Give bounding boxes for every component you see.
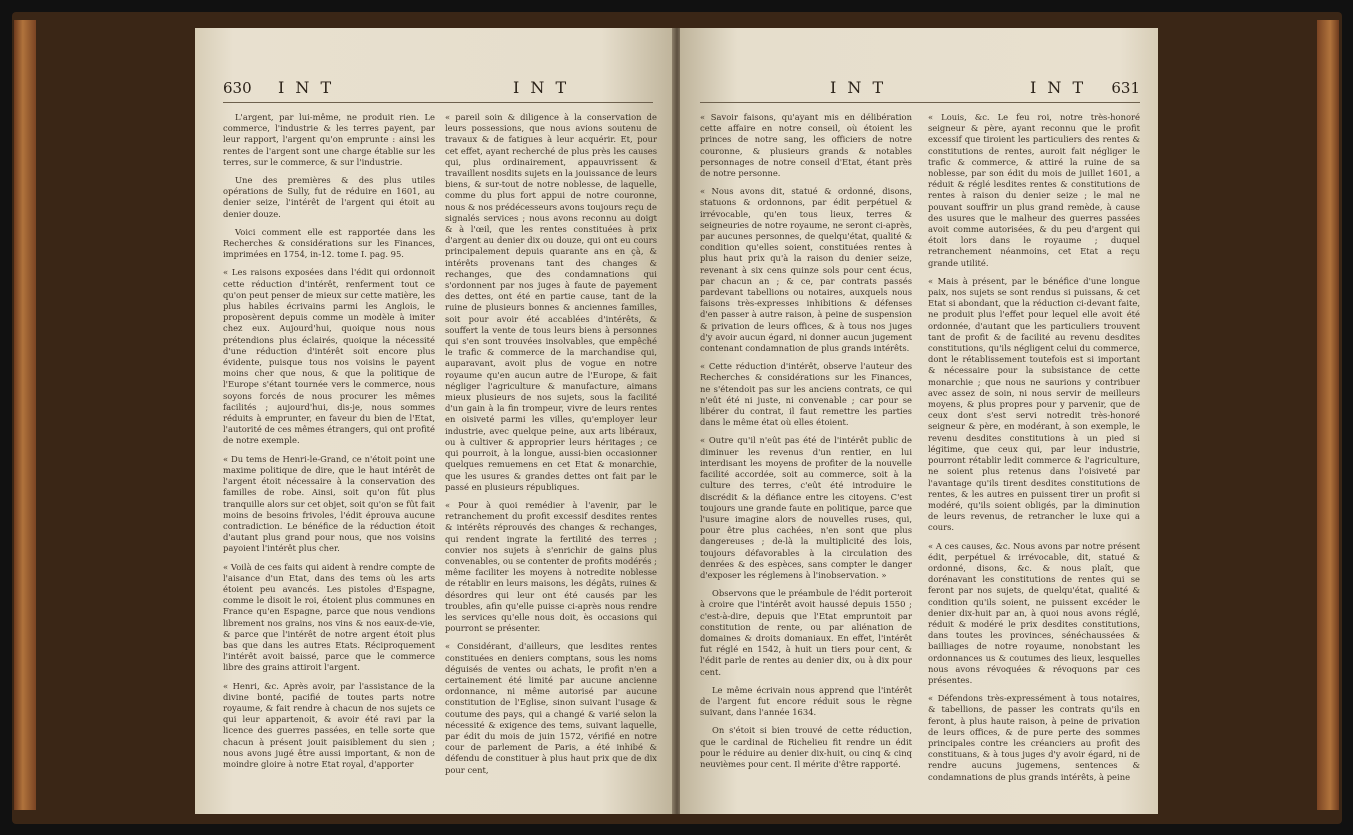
paragraph: « Savoir faisons, qu'ayant mis en délibération cette affaire en notre conseil, où étoient les princes de notre sang, les officiers de notre couronne, & plusieurs grands & notables personnages de notre conseil d'Etat, étant près de notre personne. bbox=[700, 112, 912, 179]
paragraph: « Défendons très-expressément à tous notaires, & tabellions, de passer les contrats qu'ils en feront, à plus haute raison, à peine de privation de leurs offices, & de pure perte des sommes principales contre les créanciers au profit des constituans, & à tous juges d'y avoir égard, ni de rendre aucuns jugemens, sentences & condamnations de plus grands intérêts, à peine bbox=[928, 693, 1140, 782]
paragraph: « Considérant, d'ailleurs, que lesdites rentes constituées en deniers comptans, sous les noms déguisés de ventes ou achats, le profit n'en a certainement été limité par aucune ancienne ordonnance, ni même autorisé par aucune constitution de l'Eglise, sinon suivant l'usage & coutume des pays, qui a changé & varié selon la nécessité & exigence des tems, suivant laquelle, par édit du mois de juin 1572, vérifié en notre cour de parlement de Paris, a été inhibé & défendu de constituer à plus haut prix que de dix pour cent, bbox=[445, 641, 657, 775]
paragraph: L'argent, par lui-même, ne produit rien. Le commerce, l'industrie & les terres payent, par leur rapport, l'argent qu'on emprunte : ainsi les rentes de l'argent sont une charge établie sur les terres, sur le commerce, & sur l'industrie. bbox=[223, 112, 435, 167]
paragraph: Une des premières & des plus utiles opérations de Sully, fut de réduire en 1601, au denier seize, l'intérêt de l'argent qui étoit au denier douze. bbox=[223, 175, 435, 219]
right-column-1 bbox=[700, 112, 912, 814]
paragraph: « Outre qu'il n'eût pas été de l'intérêt public de diminuer les revenus d'un rentier, en lui interdisant les moyens de profiter de la nouvelle facilité accordée, soit au commerce, soit à la culture des terres, c'eût été introduire le discrédit & la défiance entre les citoyens. C'est toujours une grande faute en politique, parce que l'usure imagine alors de nouvelles ruses, qui, pour être plus cachées, n'en sont que plus dangereuses ; de-là la multiplicité des lois, toujours défavorables à la circulation des denrées & des espèces, sans compter le danger d'exposer les réglemens à l'inobservation. » bbox=[700, 435, 912, 580]
left-running-header bbox=[223, 78, 643, 100]
right-page-number: 631 bbox=[1111, 79, 1140, 97]
paragraph: Voici comment elle est rapportée dans les Recherches & considérations sur les Finances, imprimées en 1754, in-12. tome I. pag. 95. bbox=[223, 226, 435, 260]
left-page bbox=[195, 28, 673, 814]
left-header-rule bbox=[223, 102, 653, 103]
page-edges-right bbox=[1317, 20, 1339, 810]
paragraph: « Louis, &c. Le feu roi, notre très-honoré seigneur & père, ayant reconnu que le profit excessif que tiroient les particuliers des rentes & constitutions de rentes, auroit fait négliger le trafic & commerce, & attiré la ruine de sa noblesse, par son édit du mois de juillet 1601, a réduit & réglé lesdites rentes & constitutions de rentes à raison du denier seize ; le mal ne pouvant souffrir un plus grand remède, à cause des usures que le malheur des guerres passées avoit comme autorisées, & du peu d'argent qui étoit lors dans le royaume ; duquel retranchement néanmoins, cet Etat a reçu grande utilité. bbox=[928, 112, 1140, 268]
paragraph: « pareil soin & diligence à la conservation de leurs possessions, que nous avions soutenu de travaux & de fatigues à leur acquérir. Et, pour cet effet, ayant recherché de plus près les causes qui, plus ordinairement, appauvrissent & travaillent nosdits sujets en la jouissance de leurs biens, & sur-tout de notre noblesse, de laquelle, comme du plus fort appui de notre couronne, nous & nos prédécesseurs avons toujours reçu de signalés services ; nous avons reconnu au doigt & à l'œil, que les rentes constituées à prix d'argent au denier dix ou douze, qui ont eu cours principalement depuis quarante ans en çà, & intérêts provenans tant des changes & rechanges, que des condamnations qui s'ordonnent par nos juges à faute de payement des dettes, ont été en partie cause, tant de la ruine de plusieurs bonnes & anciennes familles, soit pour avoir été accablées d'intérêts, & souffert la vente de tous leurs biens à personnes qui s'en sont trouvées insolvables, que empêché le trafic & commerce de la marchandise qui, auparavant, avoit plus de vogue en notre royaume qu'en aucun autre de l'Europe, & fait négliger l'agriculture & manufacture, aimans mieux plusieurs de nos sujets, sous la facilité d'un gain à la fin trompeur, vivre de leurs rentes en oisiveté parmi les villes, qu'employer leur industrie, avec quelque peine, aux arts libéraux, ou à cultiver & approprier leurs héritages ; ce qui pourroit, à la longue, aussi-bien occasionner quelques remuemens en cet Etat & monarchie, que les usures & grandes dettes ont fait par le passé en plusieurs républiques. bbox=[445, 112, 657, 492]
left-page-number: 630 bbox=[223, 79, 252, 97]
paragraph: « Cette réduction d'intérêt, observe l'auteur des Recherches & considérations sur les Finances, ne s'étendoit pas sur les anciens contrats, ce qui n'eût été ni juste, ni convenable ; car pour se libérer du contrat, il faut remettre les parties dans le même état où elles étoient. bbox=[700, 361, 912, 428]
right-running-head-text-col2: I N T bbox=[1030, 78, 1087, 97]
left-column-2 bbox=[445, 112, 657, 814]
paragraph: « Pour à quoi remédier à l'avenir, par le retranchement du profit excessif desdites rentes & intérêts réprouvés des changes & rechanges, qui rendent ingrate la fertilité des terres ; convier nos sujets à s'enrichir de gains plus convenables, ou se contenter de profits modérés ; même faciliter les moyens à notredite noblesse de rétablir en leurs maisons, les dégâts, ruines & désordres qui leur ont été causés par les troubles, afin qu'elle puisse ci-après nous rendre les services qu'elle nous doit, ès occasions qui pourront se présenter. bbox=[445, 499, 657, 634]
left-column-1 bbox=[223, 112, 435, 814]
left-running-head-text: I N T bbox=[278, 78, 335, 97]
paragraph: « Nous avons dit, statué & ordonné, disons, statuons & ordonnons, par édit perpétuel & irrévocable, qu'en tous lieux, terres & seigneuries de notre royaume, ne seront ci-après, par aucunes personnes, de quelqu'état, qualité & condition qu'elles soient, constituées rentes à plus haut prix qu'à la raison du denier seize, revenant à six cens quinze sols pour cent écus, par chacun an ; & ce, par contrats passés pardevant tabellions ou notaires, auxquels nous faisons très-expresses inhibitions & défenses d'en passer à autre raison, à peine de suspension & privation de leurs offices, & à tous nos juges d'y avoir aucun égard, ni donner aucun jugement contenant condamnation de plus grands intérêts. bbox=[700, 186, 912, 354]
paragraph: « Les raisons exposées dans l'édit qui ordonnoit cette réduction d'intérêt, renferment tout ce qu'on peut penser de mieux sur cette matière, les plus habiles écrivains parmi les Anglois, le proposèrent depuis comme un modèle à imiter chez eux. Aujourd'hui, quoique nous nous prétendions plus éclairés, quoique la nécessité d'une réduction d'intérêt soit encore plus évidente, puisque tous nos voisins le payent moins cher que nous, & que la politique de l'Europe s'étant tournée vers le commerce, nous soyons forcés de nous procurer les mêmes facilités ; aujourd'hui, dis-je, nous sommes réduits à emprunter, en faveur du bien de l'Etat, l'autorité de ces mêmes étrangers, qui ont profité de notre exemple. bbox=[223, 267, 435, 446]
left-running-head-text-col2: I N T bbox=[513, 78, 570, 97]
right-page bbox=[680, 28, 1158, 814]
paragraph: « Voilà de ces faits qui aident à rendre compte de l'aisance d'un Etat, dans des tems où les arts étoient peu avancés. Les pistoles d'Espagne, comme le disoit le roi, étoient plus communes en France qu'en Espagne, parce que nous vendions librement nos grains, nos vins & nos eaux-de-vie, & parce que l'intérêt de notre argent étoit plus bas que dans les autres Etats. Réciproquement l'intérêt avoit baissé, parce que le commerce libre des grains attiroit l'argent. bbox=[223, 561, 435, 673]
right-header-rule bbox=[700, 102, 1140, 103]
paragraph: « Mais à présent, par le bénéfice d'une longue paix, nos sujets se sont rendus si puissans, & cet Etat si abondant, que la réduction ci-devant faite, ne produit plus l'effet pour lequel elle avoit été ordonnée, d'autant que les particuliers trouvent tant de profit & de facilité au revenu desdites constitutions, qu'ils négligent celui du commerce, dont le rétablissement toutefois est si important & nécessaire pour la subsistance de cette monarchie ; que nous ne saurions y contribuer avec assez de soin, ni nous servir de meilleurs moyens, & plus propres pour y parvenir, que de ceux dont s'est servi notredit très-honoré seigneur & père, en modérant, à son exemple, le revenu desdites constitutions à un pied si légitime, que ceux qui, par leur industrie, pourront rétablir ledit commerce & l'agriculture, ne soient plus retenus dans l'oisiveté par l'avantage qu'ils tirent desdites constitutions de rentes, & les autres en puissent tirer un profit si modéré, qu'ils soient obligés, par la diminution de leurs revenus, de retrancher le luxe qui a cours. bbox=[928, 275, 1140, 533]
page-edges-left bbox=[14, 20, 36, 810]
paragraph: « A ces causes, &c. Nous avons par notre présent édit, perpétuel & irrévocable, dit, statué & ordonné, disons, &c. & nous plaît, que dorénavant les constitutions de rentes qui se feront par nos sujets, de quelqu'état, qualité & condition qu'ils soient, ne puissent excéder le denier dix-huit par an, à quoi nous avons réglé, réduit & modéré le prix desdites constitutions, dans toutes les provinces, sénéchaussées & bailliages de notre royaume, nonobstant les ordonnances us & coutumes des lieux, lesquelles nous avons révoquées & révoquons par ces présentes. bbox=[928, 540, 1140, 685]
paragraph: On s'étoit si bien trouvé de cette réduction, que le cardinal de Richelieu fit rendre un édit pour le réduire au denier dix-huit, ou cinq & cinq neuvièmes pour cent. Il mérite d'être rapporté. bbox=[700, 725, 912, 769]
paragraph: Observons que le préambule de l'édit porteroit à croire que l'intérêt avoit haussé depuis 1550 ; c'est-à-dire, depuis que l'Etat empruntoit par constitution de rente, ou par aliénation de domaines & droits domaniaux. En effet, l'intérêt fut réglé en 1542, à huit un tiers pour cent, & l'édit parle de rentes au denier dix, ou à dix pour cent. bbox=[700, 588, 912, 677]
right-running-header bbox=[700, 78, 1140, 100]
paragraph: « Du tems de Henri-le-Grand, ce n'étoit point une maxime politique de dire, que le haut intérêt de l'argent étoit nécessaire à la conservation des familles de robe. Ainsi, soit qu'on fût plus tranquille alors sur cet objet, soit qu'on se fût fait moins de besoins frivoles, l'édit éprouva aucune contradiction. Le bénéfice de la réduction étoit d'autant plus grand pour nous, que nos voisins payoient l'intérêt plus cher. bbox=[223, 453, 435, 554]
paragraph: « Henri, &c. Après avoir, par l'assistance de la divine bonté, pacifié de toutes parts notre royaume, & fait rendre à chacun de nos sujets ce qui leur appartenoit, & avoir été ravi par la licence des guerres passées, en telle sorte que chacun à présent jouit paisiblement du sien ; nous avons jugé être aussi important, & non de moindre gloire à notre Etat royal, d'apporter bbox=[223, 680, 435, 769]
right-column-2 bbox=[928, 112, 1140, 814]
paragraph: Le même écrivain nous apprend que l'intérêt de l'argent fut encore réduit sous le règne suivant, dans l'année 1634. bbox=[700, 684, 912, 718]
right-running-head-text: I N T bbox=[830, 78, 887, 97]
